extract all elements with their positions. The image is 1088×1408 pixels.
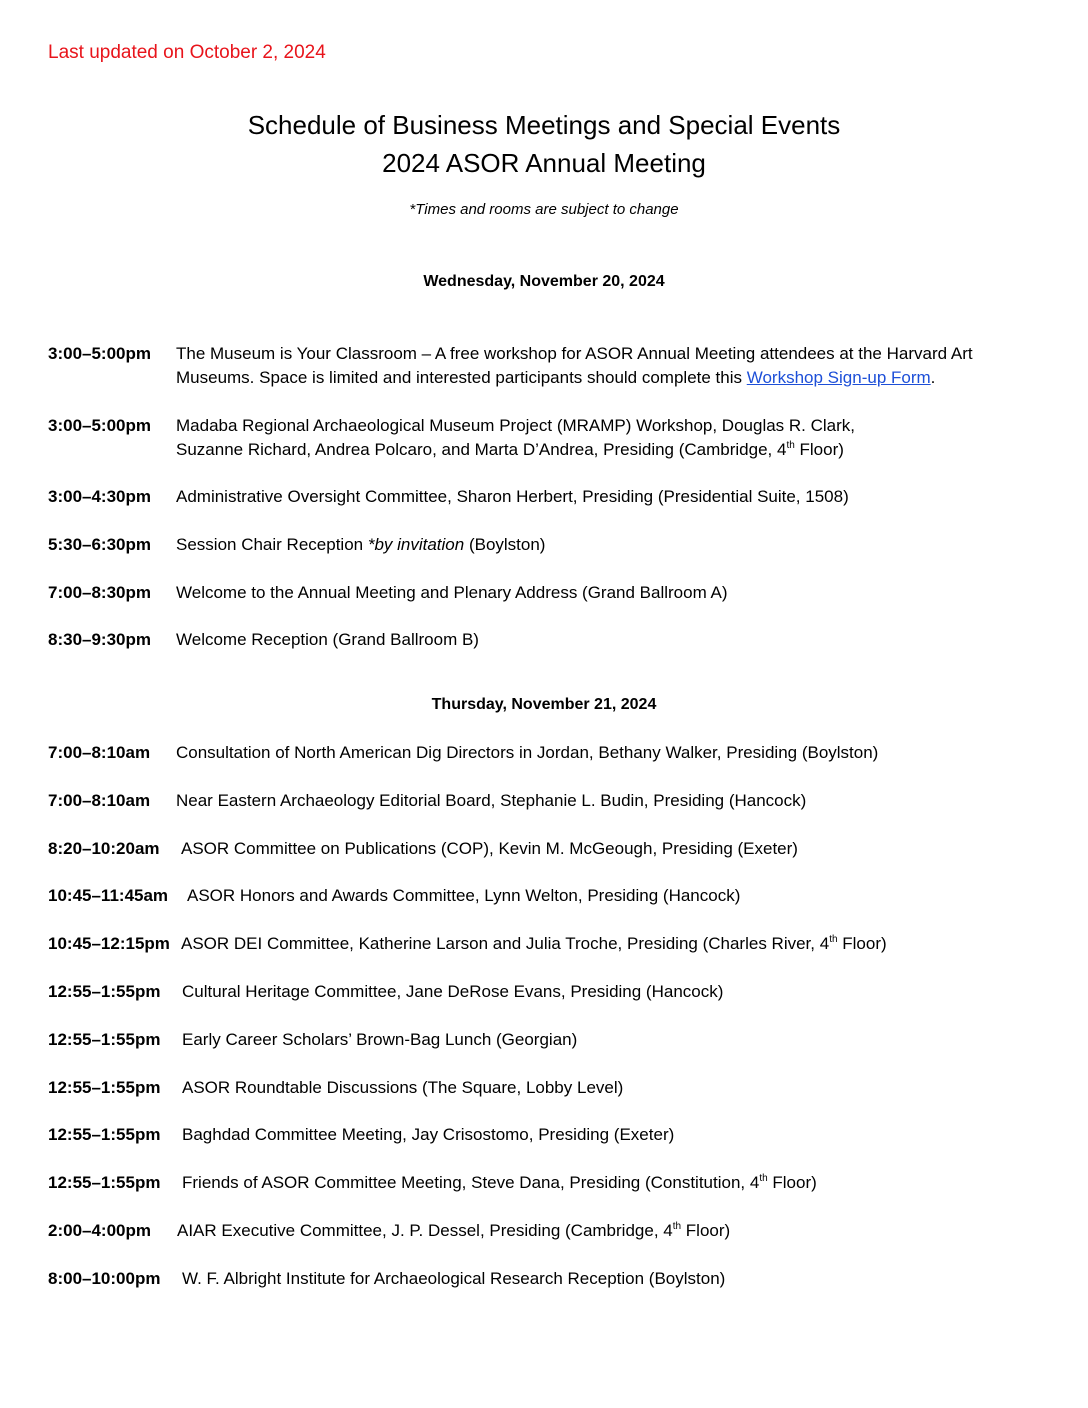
event-description: Administrative Oversight Committee, Sharon Herbert, Presiding (Presidential Suite, 1508) [176,487,849,506]
event-description: ASOR Roundtable Discussions (The Square, Lobby Level) [182,1078,624,1097]
schedule-row [48,1219,1048,1243]
event-description: Consultation of North American Dig Directors in Jordan, Bethany Walker, Presiding (Boylston) [176,743,879,762]
schedule-row [48,980,1048,1004]
event-description: ASOR Committee on Publications (COP), Kevin M. McGeough, Presiding (Exeter) [181,839,798,858]
schedule-row [48,932,1048,956]
event-time: 10:45–12:15pm [48,934,170,953]
event-description-line: Madaba Regional Archaeological Museum Project (MRAMP) Workshop, Douglas R. Clark, [176,416,856,435]
event-description [176,414,1048,462]
event-time: 8:20–10:20am [48,839,160,858]
schedule-row [48,1267,1048,1291]
event-description-line: The Museum is Your Classroom – A free workshop for ASOR Annual Meeting attendees at the Harvard Art [176,344,973,363]
event-time: 12:55–1:55pm [48,1173,161,1192]
day-heading-wednesday: Wednesday, November 20, 2024 [423,273,665,290]
event-description [176,342,1048,390]
event-time: 10:45–11:45am [48,886,169,905]
schedule-row [48,1171,1048,1195]
event-time: 7:00–8:10am [48,791,151,810]
schedule-row [48,884,1048,908]
event-time: 7:00–8:10am [48,743,151,762]
schedule-row [48,837,1048,861]
event-time: 3:00–5:00pm [48,416,152,435]
event-description: AIAR Executive Committee, J. P. Dessel, Presiding (Cambridge, 4th Floor) [177,1221,731,1240]
event-time: 8:30–9:30pm [48,630,152,649]
schedule-row [48,581,1048,605]
event-time: 3:00–4:30pm [48,487,152,506]
event-time: 2:00–4:00pm [48,1221,152,1240]
event-time: 3:00–5:00pm [48,344,152,363]
schedule-row [48,789,1048,813]
event-description: Cultural Heritage Committee, Jane DeRose Evans, Presiding (Hancock) [182,982,724,1001]
event-description: Early Career Scholars’ Brown-Bag Lunch (Georgian) [182,1030,578,1049]
event-description: Near Eastern Archaeology Editorial Board, Stephanie L. Budin, Presiding (Hancock) [176,791,807,810]
title-line-1: Schedule of Business Meetings and Special Events [247,110,841,140]
schedule-row [48,414,1048,462]
event-time: 5:30–6:30pm [48,535,152,554]
schedule-row [48,533,1048,557]
schedule-row [48,1028,1048,1052]
page-title [0,106,1088,182]
event-time: 12:55–1:55pm [48,1125,161,1144]
schedule-note: *Times and rooms are subject to change [409,201,679,218]
schedule-row [48,741,1048,765]
schedule-row [48,1076,1048,1100]
schedule-row [48,342,1048,390]
event-description: Baghdad Committee Meeting, Jay Crisostomo, Presiding (Exeter) [182,1125,675,1144]
event-description: Friends of ASOR Committee Meeting, Steve Dana, Presiding (Constitution, 4th Floor) [182,1173,817,1192]
event-description-line: Suzanne Richard, Andrea Polcaro, and Marta D’Andrea, Presiding (Cambridge, 4th Floor) [176,440,844,459]
schedule-row [48,1123,1048,1147]
last-updated-notice: Last updated on October 2, 2024 [48,42,326,63]
event-description-line: Museums. Space is limited and interested participants should complete this Workshop Sign-up Form. [176,368,936,387]
schedule-row [48,628,1048,652]
event-time: 8:00–10:00pm [48,1269,161,1288]
day-heading-thursday: Thursday, November 21, 2024 [431,696,657,713]
event-description: Session Chair Reception *by invitation (Boylston) [176,535,546,554]
event-description: Welcome to the Annual Meeting and Plenary Address (Grand Ballroom A) [176,583,728,602]
event-description: W. F. Albright Institute for Archaeological Research Reception (Boylston) [182,1269,726,1288]
event-description: ASOR DEI Committee, Katherine Larson and Julia Troche, Presiding (Charles River, 4th Floor) [181,934,887,953]
title-line-2: 2024 ASOR Annual Meeting [382,148,706,178]
event-description: Welcome Reception (Grand Ballroom B) [176,630,479,649]
workshop-signup-link[interactable]: Workshop Sign-up Form [746,368,931,387]
event-description: ASOR Honors and Awards Committee, Lynn Welton, Presiding (Hancock) [187,886,741,905]
event-time: 12:55–1:55pm [48,982,161,1001]
event-time: 7:00–8:30pm [48,583,152,602]
schedule-row [48,485,1048,509]
event-time: 12:55–1:55pm [48,1030,161,1049]
event-time: 12:55–1:55pm [48,1078,161,1097]
